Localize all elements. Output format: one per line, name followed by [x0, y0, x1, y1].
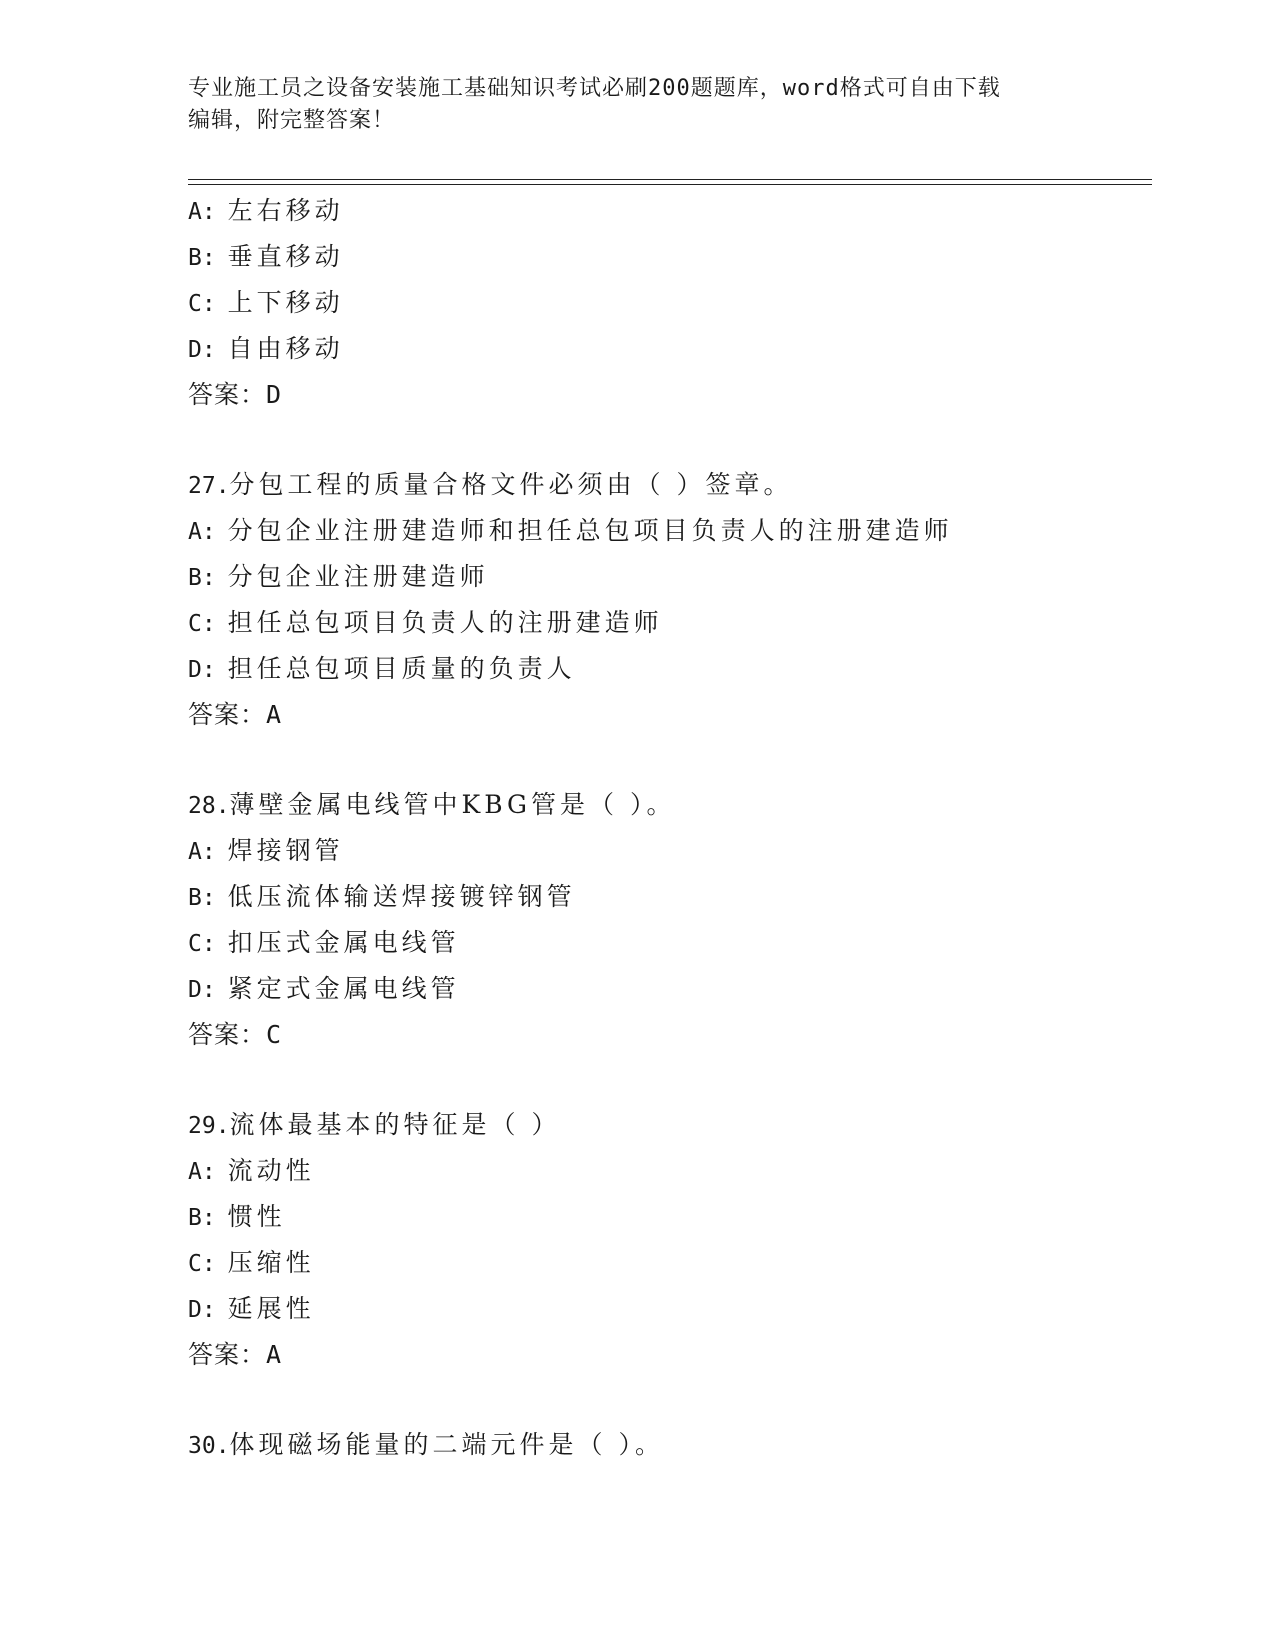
- option-c: C: 上下移动: [188, 288, 344, 317]
- question-29: 29.流体最基本的特征是（ ）: [188, 1110, 561, 1139]
- question-30: 30.体现磁场能量的二端元件是（ ）。: [188, 1430, 664, 1459]
- header-divider-bottom: [188, 184, 1152, 185]
- document-header: [188, 73, 1068, 137]
- option-c: C: 扣压式金属电线管: [188, 928, 460, 957]
- option-c: C: 压缩性: [188, 1248, 315, 1277]
- option-a: A: 分包企业注册建造师和担任总包项目负责人的注册建造师: [188, 516, 953, 545]
- answer-line: 答案：A: [188, 700, 283, 729]
- answer-line: 答案：C: [188, 1020, 283, 1049]
- option-a: A: 左右移动: [188, 196, 344, 225]
- option-d: D: 紧定式金属电线管: [188, 974, 460, 1003]
- answer-line: 答案：A: [188, 1340, 283, 1369]
- header-divider-top: [188, 179, 1152, 180]
- question-28: 28.薄壁金属电线管中KBG管是（ ）。: [188, 790, 676, 819]
- option-a: A: 流动性: [188, 1156, 315, 1185]
- option-d: D: 担任总包项目质量的负责人: [188, 654, 576, 683]
- question-list: [188, 188, 1148, 1468]
- option-c: C: 担任总包项目负责人的注册建造师: [188, 608, 663, 637]
- option-a: A: 焊接钢管: [188, 836, 344, 865]
- option-b: B: 低压流体输送焊接镀锌钢管: [188, 882, 576, 911]
- option-d: D: 自由移动: [188, 334, 344, 363]
- option-d: D: 延展性: [188, 1294, 315, 1323]
- question-27: 27.分包工程的质量合格文件必须由（ ）签章。: [188, 470, 793, 499]
- answer-line: 答案：D: [188, 380, 283, 409]
- option-b: B: 惯性: [188, 1202, 286, 1231]
- option-b: B: 分包企业注册建造师: [188, 562, 489, 591]
- option-b: B: 垂直移动: [188, 242, 344, 271]
- header-line-2: 编辑，附完整答案！: [188, 108, 396, 133]
- header-line-1: 专业施工员之设备安装施工基础知识考试必刷200题题库，word格式可自由下载: [188, 76, 1001, 101]
